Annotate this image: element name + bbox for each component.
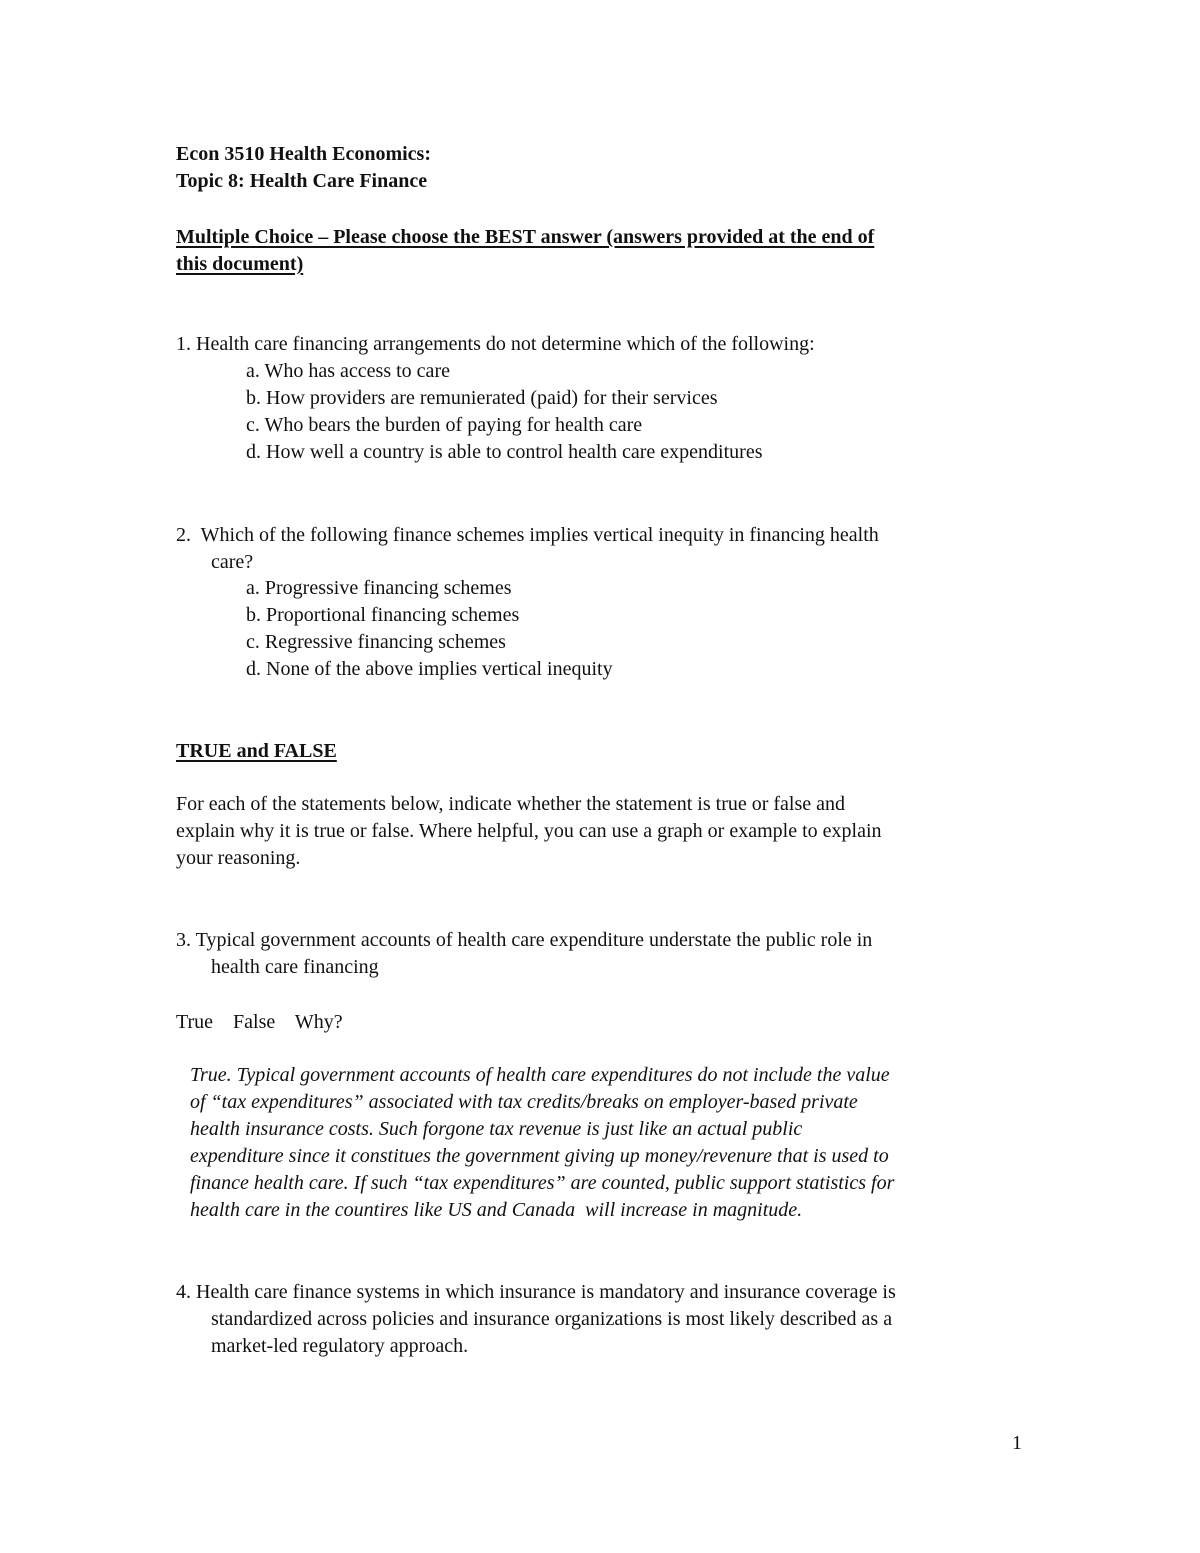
question-line: Health care finance systems in which insurance is mandatory and insurance coverage is (196, 1281, 896, 1303)
question-number: 3. (176, 929, 191, 951)
question-3-answer-line-6: health care in the countires like US and Canada will increase in magnitude. (190, 1199, 803, 1221)
question-3-text-cont: health care financing (211, 956, 379, 978)
page-number: 1 (1012, 1432, 1022, 1454)
question-3-answer-line-2: of “tax expenditures” associated with tax credits/breaks on employer-based private (190, 1091, 858, 1113)
question-4-text (176, 1279, 896, 1306)
question-3-answer-line-3: health insurance costs. Such forgone tax revenue is just like an actual public (190, 1118, 803, 1140)
question-3-text (176, 927, 872, 954)
question-line: Health care financing arrangements do not determine which of the following: (196, 333, 815, 355)
question-2-option-a: a. Progressive financing schemes (246, 577, 512, 599)
question-2-option-d: d. None of the above implies vertical inequity (246, 658, 613, 680)
question-3-answer-line-5: finance health care. If such “tax expenditures” are counted, public support statistics for (190, 1172, 895, 1194)
question-1-option-d: d. How well a country is able to control health care expenditures (246, 441, 763, 463)
question-1-option-c: c. Who bears the burden of paying for health care (246, 414, 643, 436)
question-1-option-b: b. How providers are remunierated (paid) for their services (246, 387, 718, 409)
question-number: 4. (176, 1281, 191, 1303)
question-3-answer-line-4: expenditure since it constitues the government giving up money/revenure that is used to (190, 1145, 889, 1167)
mc-heading-line-2: this document) (176, 253, 304, 275)
tf-instructions-line-2: explain why it is true or false. Where helpful, you can use a graph or example to explain (176, 820, 882, 842)
question-number: 2. (176, 524, 191, 546)
mc-heading-line-1: Multiple Choice – Please choose the BEST answer (answers provided at the end of (176, 226, 875, 248)
question-4-text-cont-2: market-led regulatory approach. (211, 1335, 469, 1357)
question-1-text (176, 331, 815, 358)
question-2-option-b: b. Proportional financing schemes (246, 604, 520, 626)
question-3-choice-line: True False Why? (176, 1011, 343, 1033)
question-2-text-cont: care? (211, 551, 254, 573)
tf-heading: TRUE and FALSE (176, 740, 337, 762)
tf-instructions-line-1: For each of the statements below, indicate whether the statement is true or false and (176, 793, 846, 815)
topic-title: Topic 8: Health Care Finance (176, 170, 428, 192)
question-number: 1. (176, 333, 191, 355)
course-title: Econ 3510 Health Economics: (176, 143, 431, 165)
question-2-option-c: c. Regressive financing schemes (246, 631, 506, 653)
question-2-text (176, 522, 879, 549)
question-line: Which of the following finance schemes implies vertical inequity in financing health (200, 524, 879, 546)
question-3-answer-line-1: True. Typical government accounts of health care expenditures do not include the value (190, 1064, 890, 1086)
tf-instructions-line-3: your reasoning. (176, 847, 301, 869)
question-1-option-a: a. Who has access to care (246, 360, 450, 382)
question-line: Typical government accounts of health care expenditure understate the public role in (195, 929, 873, 951)
question-4-text-cont-1: standardized across policies and insurance organizations is most likely described as a (211, 1308, 893, 1330)
